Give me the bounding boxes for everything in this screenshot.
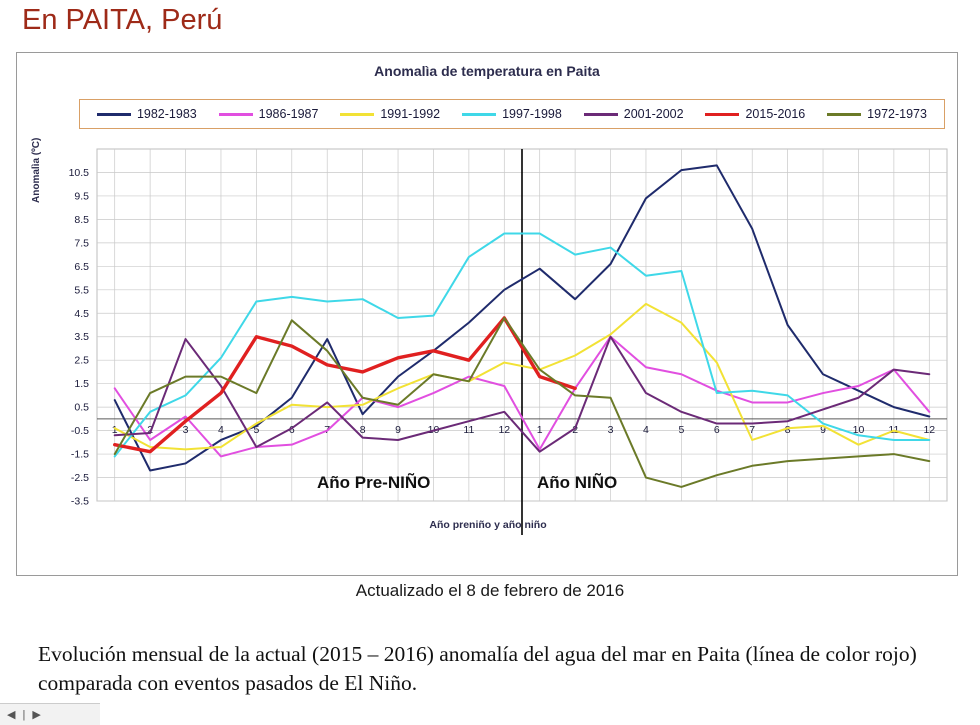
y-tick-label: 4.5 [74, 307, 89, 320]
legend-item[interactable] [827, 107, 927, 121]
chart-container [16, 52, 958, 576]
y-tick-label: -2.5 [70, 472, 89, 485]
x-tick-label: 5 [253, 423, 260, 436]
legend-swatch-icon [219, 113, 253, 116]
annotation-nino: Año NIÑO [537, 473, 618, 492]
y-tick-label: 1.5 [74, 378, 89, 391]
x-tick-label: 10 [427, 423, 440, 436]
chart-plot-area [17, 141, 959, 541]
legend-label: 1997-1998 [502, 107, 562, 121]
y-axis-label: Anomalìa (ºC) [31, 137, 42, 203]
legend-item[interactable] [219, 107, 319, 121]
legend-swatch-icon [827, 113, 861, 116]
x-tick-label: 8 [359, 423, 366, 436]
x-tick-label: 12 [498, 423, 511, 436]
x-tick-label: 1 [536, 423, 543, 436]
x-tick-label: 5 [678, 423, 685, 436]
y-tick-label: 6.5 [74, 260, 89, 273]
legend-label: 2001-2002 [623, 107, 684, 121]
legend-label: 2015-2016 [745, 107, 806, 121]
x-tick-label: 10 [852, 423, 865, 436]
chart-legend [79, 99, 945, 129]
y-tick-label: 7.5 [74, 237, 89, 250]
legend-item[interactable] [462, 107, 562, 121]
y-tick-label: 0.5 [74, 401, 89, 414]
y-tick-label: -1.5 [70, 448, 89, 461]
slide-title: En PAITA, Perú [22, 4, 223, 36]
legend-swatch-icon [705, 113, 739, 116]
x-tick-label: 2 [572, 423, 579, 436]
x-tick-label: 3 [607, 423, 614, 436]
legend-item[interactable] [97, 107, 197, 121]
x-tick-label: 3 [182, 423, 189, 436]
y-tick-label: -0.5 [70, 425, 89, 438]
divider-icon: | [22, 708, 26, 721]
legend-label: 1986-1987 [258, 107, 319, 121]
chart-title: Anomalìa de temperatura en Paita [374, 63, 600, 79]
legend-item[interactable] [584, 107, 684, 121]
y-tick-label: 5.5 [74, 284, 89, 297]
x-tick-label: 12 [923, 423, 936, 436]
annotation-pre-nino: Año Pre-NIÑO [317, 473, 431, 492]
x-tick-label: 4 [218, 423, 224, 436]
legend-label: 1991-1992 [380, 107, 441, 121]
y-tick-label: 9.5 [74, 190, 89, 203]
x-tick-label: 6 [288, 423, 295, 436]
y-tick-label: 8.5 [74, 213, 89, 226]
x-tick-label: 11 [888, 423, 900, 436]
x-tick-label: 11 [463, 423, 475, 436]
x-tick-label: 6 [713, 423, 720, 436]
x-tick-label: 8 [784, 423, 791, 436]
x-tick-label: 9 [820, 423, 826, 436]
x-tick-label: 9 [395, 423, 401, 436]
legend-swatch-icon [97, 113, 131, 116]
x-tick-label: 7 [324, 423, 331, 436]
x-tick-label: 7 [749, 423, 756, 436]
chart-svg [17, 141, 959, 541]
x-tick-label: 1 [111, 423, 118, 436]
legend-item[interactable] [705, 107, 805, 121]
y-tick-label: 2.5 [74, 354, 89, 367]
slide-caption: Evolución mensual de la actual (2015 – 2016) anomalía del agua del mar en Paita (línea de color rojo) comparada con eventos pasados de El Niño. [38, 642, 917, 696]
legend-swatch-icon [340, 113, 374, 116]
y-tick-label: 10.5 [68, 166, 89, 179]
status-strip [0, 703, 100, 725]
x-tick-label: 2 [147, 423, 154, 436]
y-tick-label: -3.5 [70, 495, 89, 508]
update-note: Actualizado el 8 de febrero de 2016 [355, 581, 625, 600]
legend-swatch-icon [584, 113, 618, 116]
legend-label: 1982-1983 [136, 107, 197, 121]
next-arrow-icon[interactable]: ▶ [32, 709, 41, 721]
x-axis-label: Año preniño y año niño [429, 519, 547, 531]
prev-arrow-icon[interactable]: ◀ [7, 709, 16, 721]
x-tick-label: 4 [643, 423, 649, 436]
legend-label: 1972-1973 [867, 107, 927, 121]
y-tick-label: 3.5 [74, 331, 89, 344]
legend-swatch-icon [462, 113, 496, 116]
legend-item[interactable] [340, 107, 440, 121]
